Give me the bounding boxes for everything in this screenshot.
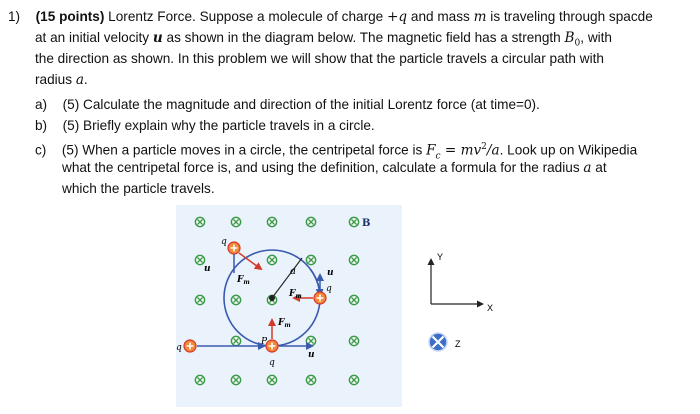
coordinate-axes: [418, 246, 498, 356]
part-c-line-3: [62, 181, 215, 197]
charge-label-q-bottom: q: [269, 358, 275, 368]
problem-line-1: [8, 9, 653, 25]
field-into-page-icon: [306, 255, 315, 264]
math-over-a: /a: [486, 142, 500, 159]
charge-label-q-incoming: q: [176, 343, 182, 353]
problem-line2-2: as shown in the diagram below. The magnetic field has a strength: [166, 30, 561, 45]
field-into-page-icon: [267, 255, 276, 264]
field-into-page-icon: [267, 375, 276, 384]
field-into-page-icon: [231, 336, 240, 345]
math-mv: mv: [460, 142, 482, 159]
math-subc: c: [435, 151, 441, 162]
field-into-page-icon: [306, 375, 315, 384]
force-label-F-right: $F_m$: [289, 289, 302, 300]
field-into-page-icon: [231, 375, 240, 384]
problem-line2-1: at an initial velocity: [35, 30, 150, 45]
problem-intro-1: Suppose a molecule of charge: [199, 9, 384, 24]
y-axis-label: Y: [437, 252, 444, 262]
problem-line4-2: .: [83, 72, 88, 87]
force-label-F: $F_m$: [237, 275, 250, 286]
charge-label-q: q: [221, 237, 227, 247]
point-label-P: P: [261, 337, 268, 347]
math-m: m: [473, 9, 487, 25]
part-c-text-4: at: [595, 160, 607, 175]
field-into-page-icon: [195, 295, 204, 304]
z-axis-label: Z: [455, 339, 461, 349]
problem-line-2: [35, 30, 612, 52]
field-into-page-icon: [349, 336, 358, 345]
charge-incoming: [184, 340, 196, 352]
part-a-text: (5) Calculate the magnitude and direction of the initial Lorentz force (at time=0).: [62, 97, 540, 112]
charge-right: [314, 292, 326, 304]
velocity-label-u-right: u: [327, 268, 334, 278]
part-a: [35, 97, 540, 113]
problem-line-4: [35, 72, 88, 88]
charge-bottom: [266, 340, 278, 352]
problem-number: 1): [8, 9, 21, 24]
velocity-label-u-bottom: u: [308, 350, 315, 360]
part-b-text: (5) Briefly explain why the particle travels in a circle.: [62, 118, 375, 133]
lorentz-diagram: [176, 205, 402, 407]
charge-label-q-right: q: [326, 284, 332, 294]
field-into-page-icon: [267, 217, 276, 226]
field-into-page-icon: [349, 295, 358, 304]
part-c-text-3: what the centripetal force is, and using the definition, calculate a formula for the radius: [62, 160, 580, 175]
math-sub0: 0: [574, 38, 581, 49]
field-into-page-icon: [231, 217, 240, 226]
part-b-label: b): [35, 118, 48, 133]
field-into-page-icon: [306, 336, 315, 345]
problem-points: (15 points): [35, 9, 105, 24]
field-into-page-icon: [349, 375, 358, 384]
problem-line4-1: radius: [35, 72, 73, 87]
part-c-text-1: (5) When a particle moves in a circle, the centripetal force is: [61, 142, 423, 158]
math-eq: =: [440, 142, 461, 159]
field-into-page-icon: [306, 217, 315, 226]
field-label-B: B: [362, 218, 371, 229]
velocity-label-u: u: [204, 264, 211, 274]
math-a: a: [75, 72, 84, 88]
part-c-text-2: . Look up on Wikipedia: [499, 142, 638, 158]
field-into-page-icon: [349, 255, 358, 264]
problem-line-3: [35, 51, 604, 67]
charge-top-left: [228, 242, 240, 254]
problem-title: Lorentz Force.: [108, 9, 196, 24]
math-plus-q: +q: [387, 9, 408, 25]
part-c-label: c): [35, 142, 47, 158]
math-F: F: [426, 142, 436, 159]
math-sup2: 2: [481, 142, 487, 152]
part-a-label: a): [35, 97, 48, 112]
z-axis-into-page-icon: [429, 333, 447, 351]
field-into-page-icon: [349, 217, 358, 226]
diagram-background: [176, 205, 402, 407]
problem-line2-3: , with: [580, 30, 612, 45]
math-u: u: [152, 30, 163, 46]
math-B: B: [564, 30, 575, 46]
problem-intro-2: and mass: [410, 9, 470, 24]
field-into-page-icon: [195, 217, 204, 226]
problem-line3: the direction as shown. In this problem we will show that the particle travels a circular path with: [35, 51, 604, 66]
part-b: [35, 118, 375, 134]
field-into-page-icon: [231, 295, 240, 304]
part-c-line-2: [62, 160, 607, 176]
x-axis-label: X: [487, 303, 494, 313]
problem-intro-3: is traveling through spacde: [490, 9, 653, 24]
part-c-text-5: which the particle travels.: [62, 181, 215, 196]
math-a-2: a: [583, 160, 592, 176]
radius-label: a: [290, 266, 296, 277]
field-into-page-icon: [195, 375, 204, 384]
force-label-F-bottom: $F_m$: [278, 318, 291, 329]
